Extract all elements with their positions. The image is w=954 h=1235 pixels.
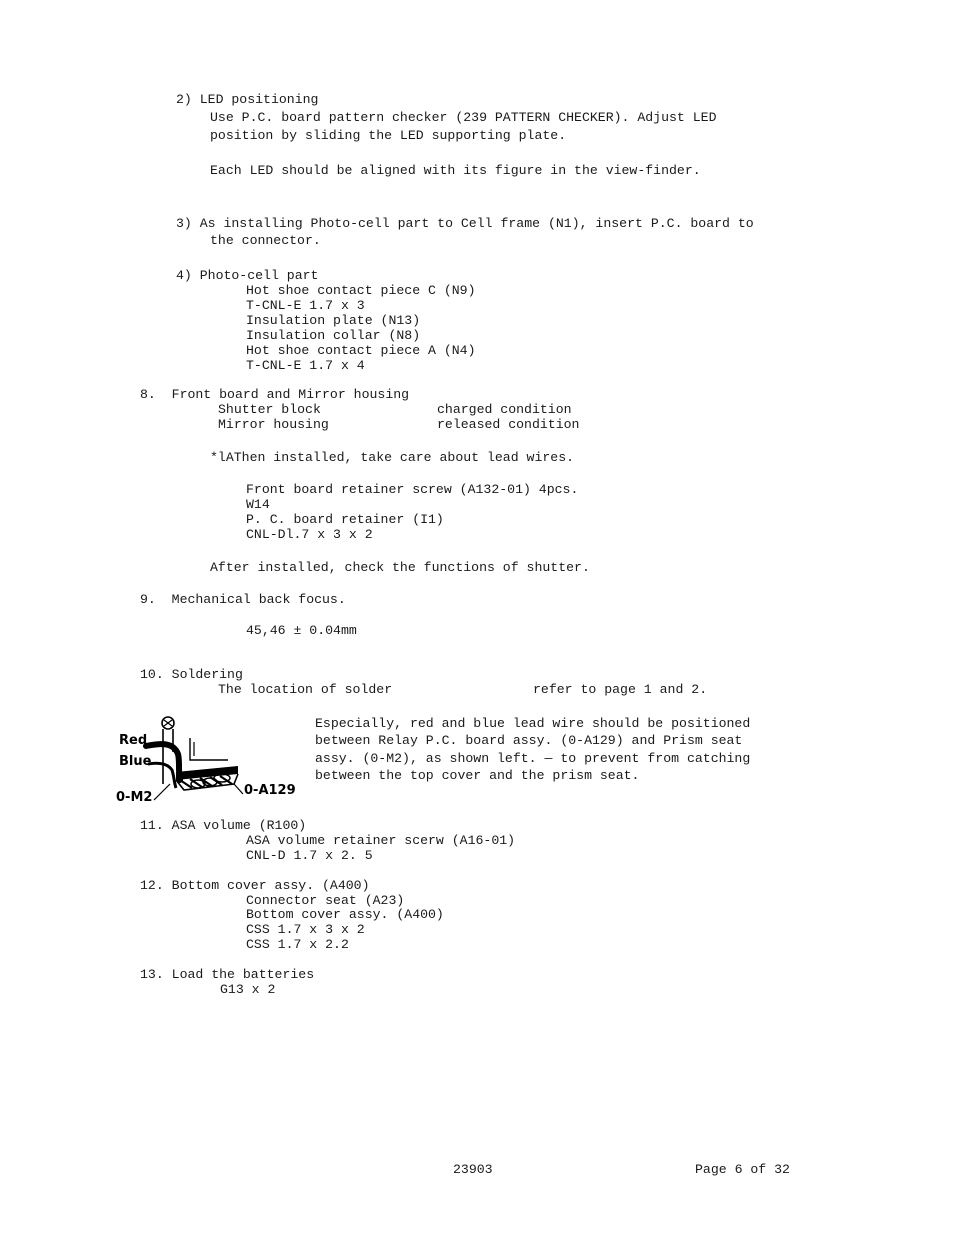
part-list-item: T-CNL-E 1.7 x 3 (246, 298, 365, 313)
part-list-item: CNL-D 1.7 x 2. 5 (246, 848, 373, 863)
front-board-heading: 8. Front board and Mirror housing (140, 387, 410, 402)
part-list-item: Insulation plate (N13) (246, 313, 421, 328)
led-instruction-line: position by sliding the LED supporting plate. (210, 128, 567, 143)
lead-wire-note: *lAThen installed, take care about lead wires. (210, 450, 575, 465)
shutter-check-note: After installed, check the functions of shutter. (210, 560, 590, 575)
part-list-item: Hot shoe contact piece C (N9) (246, 283, 476, 298)
led-alignment-note: Each LED should be aligned with its figure in the view-finder. (210, 163, 701, 178)
solder-location-label: The location of solder (218, 682, 393, 697)
page-number: Page 6 of 32 (695, 1162, 790, 1177)
soldering-paragraph-line: between Relay P.C. board assy. (0-A129) and Prism seat (315, 733, 743, 748)
part-list-item: Hot shoe contact piece A (N4) (246, 343, 476, 358)
part-list-item: CSS 1.7 x 2.2 (246, 937, 349, 952)
bottom-cover-heading: 12. Bottom cover assy. (A400) (140, 878, 370, 893)
document-number: 23903 (453, 1162, 493, 1177)
part-list-item: P. C. board retainer (I1) (246, 512, 444, 527)
condition-value: released condition (437, 417, 580, 432)
label-red: Red (119, 733, 148, 748)
label-relay-board: 0-A129 (244, 783, 296, 798)
photocell-install-line: the connector. (210, 233, 321, 248)
condition-value: charged condition (437, 402, 572, 417)
soldering-heading: 10. Soldering (140, 667, 243, 682)
condition-part: Mirror housing (218, 417, 329, 432)
battery-item: G13 x 2 (220, 982, 276, 997)
label-blue: Blue (119, 754, 152, 769)
part-list-item: CSS 1.7 x 3 x 2 (246, 922, 365, 937)
soldering-paragraph-line: Especially, red and blue lead wire should be positioned (315, 716, 751, 731)
photocell-part-heading: 4) Photo-cell part (176, 268, 319, 283)
photocell-install-line: 3) As installing Photo-cell part to Cell frame (N1), insert P.C. board to (176, 216, 754, 231)
led-instruction-line: Use P.C. board pattern checker (239 PATTERN CHECKER). Adjust LED (210, 110, 717, 125)
part-list-item: T-CNL-E 1.7 x 4 (246, 358, 365, 373)
back-focus-heading: 9. Mechanical back focus. (140, 592, 346, 607)
part-list-item: ASA volume retainer scerw (A16-01) (246, 833, 516, 848)
batteries-heading: 13. Load the batteries (140, 967, 315, 982)
part-list-item: Insulation collar (N8) (246, 328, 421, 343)
condition-part: Shutter block (218, 402, 321, 417)
solder-location-ref: refer to page 1 and 2. (533, 682, 708, 697)
part-list-item: Bottom cover assy. (A400) (246, 907, 444, 922)
back-focus-value: 45,46 ± 0.04mm (246, 623, 357, 638)
soldering-paragraph-line: assy. (0-M2), as shown left. — to prevent from catching (315, 751, 751, 766)
part-list-item: Connector seat (A23) (246, 893, 405, 908)
led-positioning-heading: 2) LED positioning (176, 92, 319, 107)
label-prism-seat: 0-M2 (116, 790, 153, 805)
part-list-item: Front board retainer screw (A132-01) 4pcs. (246, 482, 579, 497)
part-list-item: W14 (246, 497, 270, 512)
part-list-item: CNL-Dl.7 x 3 x 2 (246, 527, 373, 542)
asa-heading: 11. ASA volume (R100) (140, 818, 307, 833)
soldering-paragraph-line: between the top cover and the prism seat. (315, 768, 640, 783)
